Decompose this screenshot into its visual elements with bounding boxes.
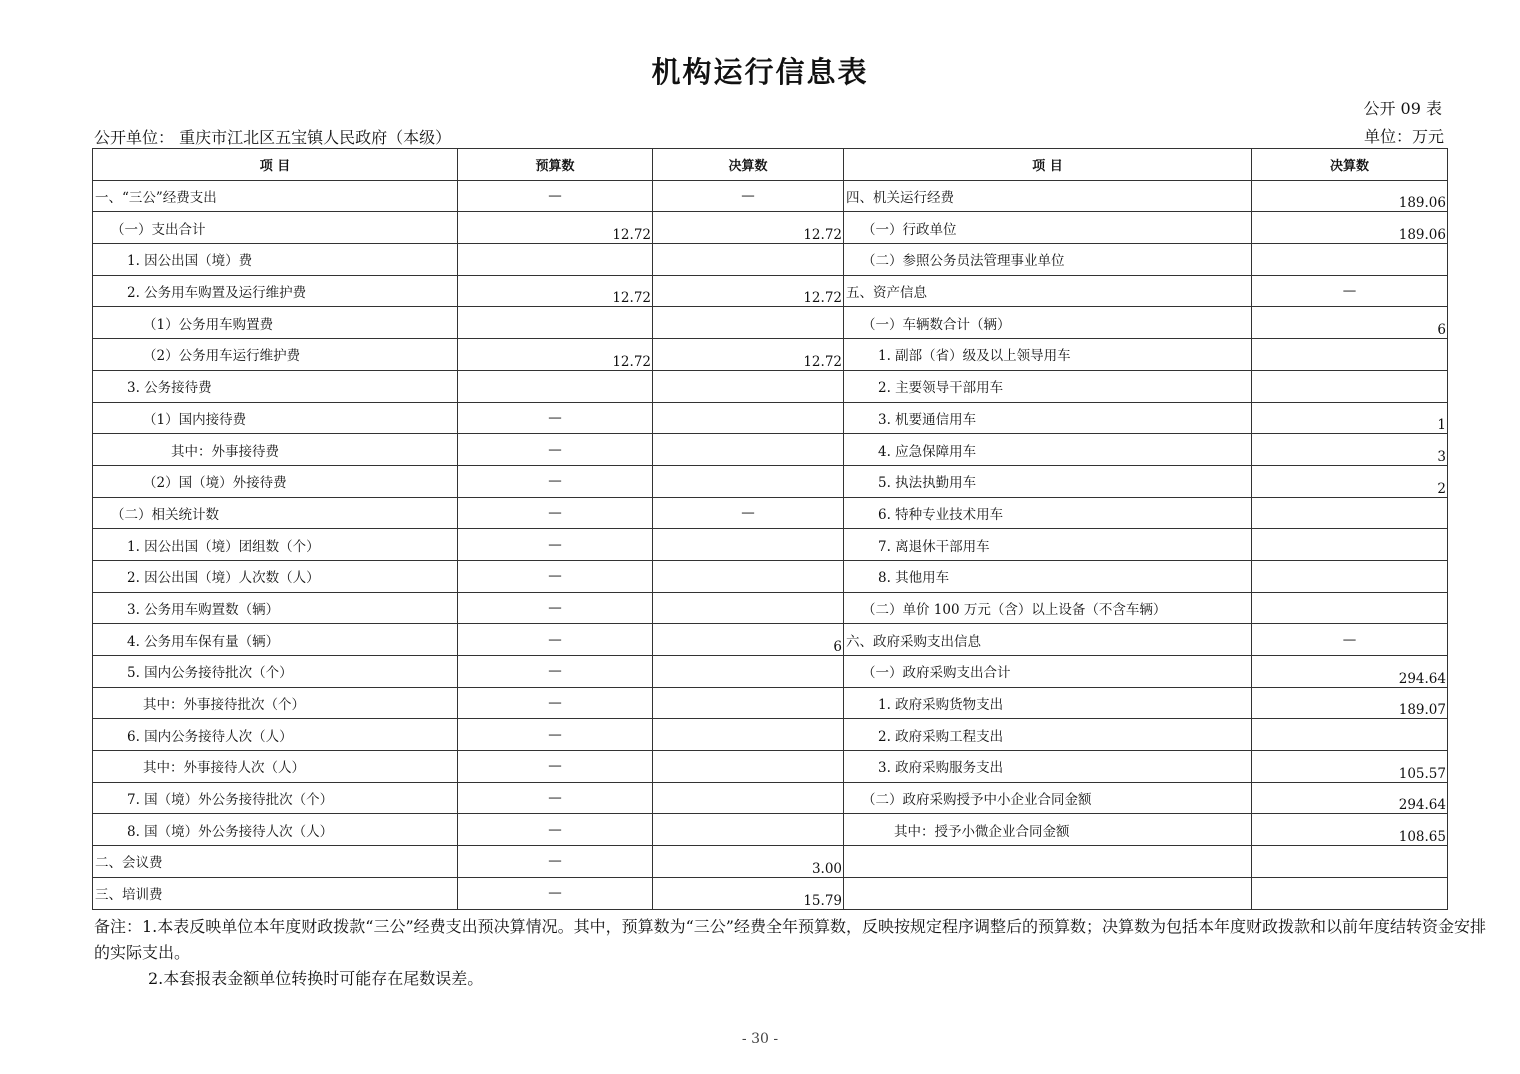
budget-cell: — [458,465,653,497]
right-item-cell: 7. 离退休干部用车 [844,529,1252,561]
final-cell-right: 189.07 [1252,687,1448,719]
note-2: 2.本套报表金额单位转换时可能存在尾数误差。 [148,969,484,988]
left-item-cell: 三、培训费 [93,877,458,909]
final-cell-right: — [1252,275,1448,307]
right-item-cell: 1. 政府采购货物支出 [844,687,1252,719]
right-item-cell: 其中：授予小微企业合同金额 [844,814,1252,846]
final-cell-left [653,656,844,688]
left-item-cell: 8. 国（境）外公务接待人次（人） [93,814,458,846]
table-row [93,846,1448,878]
budget-cell: — [458,434,653,466]
budget-cell: — [458,687,653,719]
final-cell-left [653,560,844,592]
left-item-cell: 4. 公务用车保有量（辆） [93,624,458,656]
budget-cell: — [458,656,653,688]
budget-cell: — [458,877,653,909]
left-item-cell: 5. 国内公务接待批次（个） [93,656,458,688]
final-cell-right: 1 [1252,402,1448,434]
right-item-cell [844,877,1252,909]
final-cell-left [653,751,844,783]
final-cell-right: 6 [1252,307,1448,339]
final-cell-right [1252,497,1448,529]
left-item-cell: （1）公务用车购置费 [93,307,458,339]
budget-cell: — [458,592,653,624]
left-item-cell: （二）相关统计数 [93,497,458,529]
right-item-cell: （二）政府采购授予中小企业合同金额 [844,782,1252,814]
final-cell-left [653,814,844,846]
final-cell-left: — [653,180,844,212]
final-cell-right: 3 [1252,434,1448,466]
left-item-cell: 3. 公务用车购置数（辆） [93,592,458,624]
reporting-unit: 公开单位： 重庆市江北区五宝镇人民政府（本级） [94,128,452,147]
table-row [93,465,1448,497]
budget-cell: 12.72 [458,339,653,371]
table-row [93,307,1448,339]
left-item-cell: 2. 因公出国（境）人次数（人） [93,560,458,592]
budget-cell: — [458,180,653,212]
final-cell-right: 294.64 [1252,656,1448,688]
table-row [93,212,1448,244]
final-cell-right [1252,877,1448,909]
final-cell-left [653,687,844,719]
budget-cell: — [458,751,653,783]
table-row [93,434,1448,466]
right-item-cell: （一）政府采购支出合计 [844,656,1252,688]
right-item-cell: （一）行政单位 [844,212,1252,244]
table-row [93,244,1448,276]
right-item-cell: 2. 政府采购工程支出 [844,719,1252,751]
left-item-cell: 6. 国内公务接待人次（人） [93,719,458,751]
table-row [93,814,1448,846]
budget-cell [458,307,653,339]
table-row [93,370,1448,402]
budget-cell: — [458,719,653,751]
header-final-right: 决算数 [1252,149,1448,181]
final-cell-left: 15.79 [653,877,844,909]
left-item-cell: （2）公务用车运行维护费 [93,339,458,371]
final-cell-right: 189.06 [1252,212,1448,244]
left-item-cell: 一、“三公”经费支出 [93,180,458,212]
right-item-cell: 1. 副部（省）级及以上领导用车 [844,339,1252,371]
final-cell-right [1252,370,1448,402]
budget-cell: — [458,782,653,814]
final-cell-right [1252,339,1448,371]
budget-cell: — [458,497,653,529]
final-cell-left: 3.00 [653,846,844,878]
final-cell-left [653,592,844,624]
right-item-cell: （一）车辆数合计（辆） [844,307,1252,339]
right-item-cell: 3. 政府采购服务支出 [844,751,1252,783]
table-body [93,180,1448,909]
final-cell-left [653,434,844,466]
table-row [93,624,1448,656]
info-table [92,148,1448,910]
form-number: 公开 09 表 [1363,99,1442,118]
final-cell-left [653,244,844,276]
left-item-cell: （一）支出合计 [93,212,458,244]
budget-cell: 12.72 [458,275,653,307]
final-cell-left [653,402,844,434]
table-row [93,560,1448,592]
final-cell-left: 6 [653,624,844,656]
left-item-cell: 1. 因公出国（境）费 [93,244,458,276]
final-cell-right: 189.06 [1252,180,1448,212]
left-item-cell: 其中：外事接待费 [93,434,458,466]
final-cell-left [653,370,844,402]
left-item-cell: 二、会议费 [93,846,458,878]
table-row [93,275,1448,307]
final-cell-right [1252,244,1448,276]
table-row [93,687,1448,719]
right-item-cell [844,846,1252,878]
right-item-cell: 4. 应急保障用车 [844,434,1252,466]
final-cell-right [1252,846,1448,878]
left-item-cell: （1）国内接待费 [93,402,458,434]
table-row [93,592,1448,624]
left-item-cell: （2）国（境）外接待费 [93,465,458,497]
final-cell-right: 105.57 [1252,751,1448,783]
budget-cell [458,370,653,402]
table-row [93,180,1448,212]
final-cell-left [653,465,844,497]
final-cell-left [653,529,844,561]
table-row [93,877,1448,909]
final-cell-right: — [1252,624,1448,656]
header-item-right: 项 目 [844,149,1252,181]
budget-cell: — [458,529,653,561]
left-item-cell: 3. 公务接待费 [93,370,458,402]
budget-cell: — [458,814,653,846]
final-cell-right [1252,719,1448,751]
final-cell-left [653,307,844,339]
final-cell-right [1252,529,1448,561]
final-cell-left: 12.72 [653,339,844,371]
left-item-cell: 其中：外事接待人次（人） [93,751,458,783]
table-row [93,497,1448,529]
table-row [93,402,1448,434]
final-cell-right [1252,560,1448,592]
left-item-cell: 2. 公务用车购置及运行维护费 [93,275,458,307]
left-item-cell: 其中：外事接待批次（个） [93,687,458,719]
final-cell-left: 12.72 [653,212,844,244]
page-title: 机构运行信息表 [651,55,869,89]
right-item-cell: 六、政府采购支出信息 [844,624,1252,656]
budget-cell: 12.72 [458,212,653,244]
right-item-cell: 四、机关运行经费 [844,180,1252,212]
table-row [93,529,1448,561]
final-cell-right: 294.64 [1252,782,1448,814]
final-cell-right: 108.65 [1252,814,1448,846]
budget-cell: — [458,624,653,656]
money-unit: 单位：万元 [1363,127,1444,146]
left-item-cell: 7. 国（境）外公务接待批次（个） [93,782,458,814]
final-cell-right [1252,592,1448,624]
table-row [93,719,1448,751]
final-cell-right: 2 [1252,465,1448,497]
right-item-cell: 8. 其他用车 [844,560,1252,592]
right-item-cell: 6. 特种专业技术用车 [844,497,1252,529]
header-item-left: 项 目 [93,149,458,181]
page-number: - 30 - [741,1031,779,1047]
right-item-cell: （二）参照公务员法管理事业单位 [844,244,1252,276]
header-budget: 预算数 [458,149,653,181]
final-cell-left: 12.72 [653,275,844,307]
table-header-row [93,149,1448,181]
left-item-cell: 1. 因公出国（境）团组数（个） [93,529,458,561]
final-cell-left [653,719,844,751]
notes [94,914,1486,992]
budget-cell: — [458,402,653,434]
table-row [93,782,1448,814]
final-cell-left: — [653,497,844,529]
final-cell-left [653,782,844,814]
budget-cell: — [458,560,653,592]
right-item-cell: 2. 主要领导干部用车 [844,370,1252,402]
right-item-cell: （二）单价 100 万元（含）以上设备（不含车辆） [844,592,1252,624]
header-final-left: 决算数 [653,149,844,181]
budget-cell [458,244,653,276]
note-1: 备注：1.本表反映单位本年度财政拨款“三公”经费支出预决算情况。其中，预算数为“三公”经费全年预算数，反映按规定程序调整后的预算数；决算数为包括本年度财政拨款和以前年度结转资金安排的实际支出。 [94,917,1486,962]
right-item-cell: 5. 执法执勤用车 [844,465,1252,497]
table-row [93,656,1448,688]
right-item-cell: 3. 机要通信用车 [844,402,1252,434]
table-row [93,751,1448,783]
table-row [93,339,1448,371]
right-item-cell: 五、资产信息 [844,275,1252,307]
budget-cell: — [458,846,653,878]
